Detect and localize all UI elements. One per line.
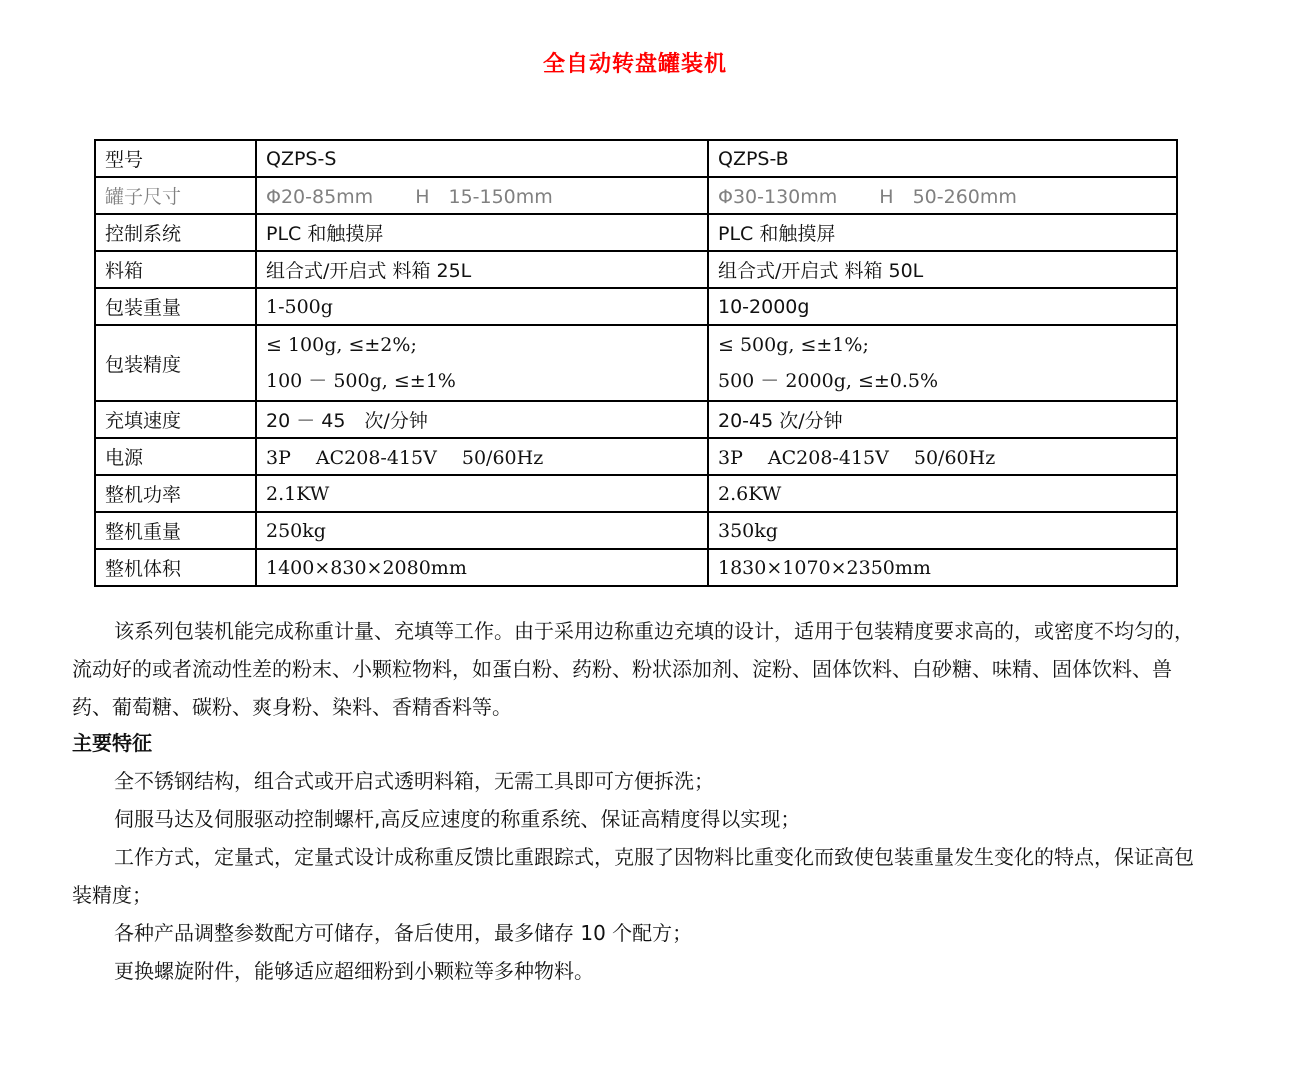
can-diameter-s: Φ20-85mm bbox=[266, 186, 374, 208]
spec-table bbox=[94, 139, 1178, 587]
page-title: 全自动转盘罐装机 bbox=[542, 52, 727, 77]
row-label: 型号 bbox=[95, 140, 256, 177]
table-row bbox=[95, 214, 1177, 251]
precision-line: ≤ 100g, ≤±2%; bbox=[266, 334, 417, 356]
cell-b: 20-45 次/分钟 bbox=[708, 401, 1177, 438]
cell-s: 1400×830×2080mm bbox=[256, 549, 708, 586]
row-label: 整机功率 bbox=[95, 475, 256, 512]
row-label: 罐子尺寸 bbox=[95, 177, 256, 214]
cell-b bbox=[708, 177, 1177, 214]
cell-s bbox=[256, 325, 708, 401]
feature-item: 各种产品调整参数配方可储存，备后使用，最多储存 10 个配方； bbox=[114, 921, 693, 945]
cell-s: 3P AC208-415V 50/60Hz bbox=[256, 438, 708, 475]
table-row bbox=[95, 475, 1177, 512]
feature-item: 伺服马达及伺服驱动控制螺杆,高反应速度的称重系统、保证高精度得以实现； bbox=[114, 807, 801, 831]
row-label: 包装精度 bbox=[95, 325, 256, 401]
table-row bbox=[95, 140, 1177, 177]
cell-b: PLC 和触摸屏 bbox=[708, 214, 1177, 251]
cell-b: 3P AC208-415V 50/60Hz bbox=[708, 438, 1177, 475]
table-row bbox=[95, 438, 1177, 475]
table-row bbox=[95, 549, 1177, 586]
row-label: 整机重量 bbox=[95, 512, 256, 549]
feature-item: 更换螺旋附件，能够适应超细粉到小颗粒等多种物料。 bbox=[114, 959, 594, 983]
cell-s: 1-500g bbox=[256, 288, 708, 325]
table-row bbox=[95, 177, 1177, 214]
features-list bbox=[72, 762, 1202, 990]
model-b-header: QZPS-B bbox=[708, 140, 1177, 177]
row-label: 控制系统 bbox=[95, 214, 256, 251]
table-row bbox=[95, 512, 1177, 549]
cell-b: 10-2000g bbox=[708, 288, 1177, 325]
table-row bbox=[95, 251, 1177, 288]
cell-b: 350kg bbox=[708, 512, 1177, 549]
precision-line: 100 － 500g, ≤±1% bbox=[266, 370, 456, 392]
cell-s: 250kg bbox=[256, 512, 708, 549]
cell-s: 2.1KW bbox=[256, 475, 708, 512]
row-label: 整机体积 bbox=[95, 549, 256, 586]
cell-b bbox=[708, 325, 1177, 401]
table-row bbox=[95, 288, 1177, 325]
row-label: 包装重量 bbox=[95, 288, 256, 325]
feature-item: 工作方式，定量式，定量式设计成称重反馈比重跟踪式，克服了因物料比重变化而致使包装重量发生变化的特点，保证高包装精度； bbox=[72, 845, 1194, 907]
cell-s: 组合式/开启式 料箱 25L bbox=[256, 251, 708, 288]
row-label: 料箱 bbox=[95, 251, 256, 288]
model-s-header: QZPS-S bbox=[256, 140, 708, 177]
can-height-b: H 50-260mm bbox=[879, 186, 1017, 208]
cell-s: PLC 和触摸屏 bbox=[256, 214, 708, 251]
can-diameter-b: Φ30-130mm bbox=[718, 186, 838, 208]
cell-s bbox=[256, 177, 708, 214]
row-label: 充填速度 bbox=[95, 401, 256, 438]
cell-b: 2.6KW bbox=[708, 475, 1177, 512]
feature-item: 全不锈钢结构，组合式或开启式透明料箱，无需工具即可方便拆洗； bbox=[114, 769, 714, 793]
table-row bbox=[95, 325, 1177, 401]
precision-line: ≤ 500g, ≤±1%; bbox=[718, 334, 869, 356]
cell-b: 组合式/开启式 料箱 50L bbox=[708, 251, 1177, 288]
table-row bbox=[95, 401, 1177, 438]
intro-paragraph: 该系列包装机能完成称重计量、充填等工作。由于采用边称重边充填的设计，适用于包装精度要求高的，或密度不均匀的，流动好的或者流动性差的粉末、小颗粒物料，如蛋白粉、药粉、粉状添加剂、淀粉、固体饮料、白砂糖、味精、固体饮料、兽药、葡萄糖、碳粉、爽身粉、染料、香精香料等。 bbox=[72, 619, 1194, 719]
can-height-s: H 15-150mm bbox=[415, 186, 553, 208]
row-label: 电源 bbox=[95, 438, 256, 475]
precision-line: 500 － 2000g, ≤±0.5% bbox=[718, 370, 939, 392]
cell-b: 1830×1070×2350mm bbox=[708, 549, 1177, 586]
cell-s: 20 － 45 次/分钟 bbox=[256, 401, 708, 438]
features-heading: 主要特征 bbox=[72, 731, 152, 755]
